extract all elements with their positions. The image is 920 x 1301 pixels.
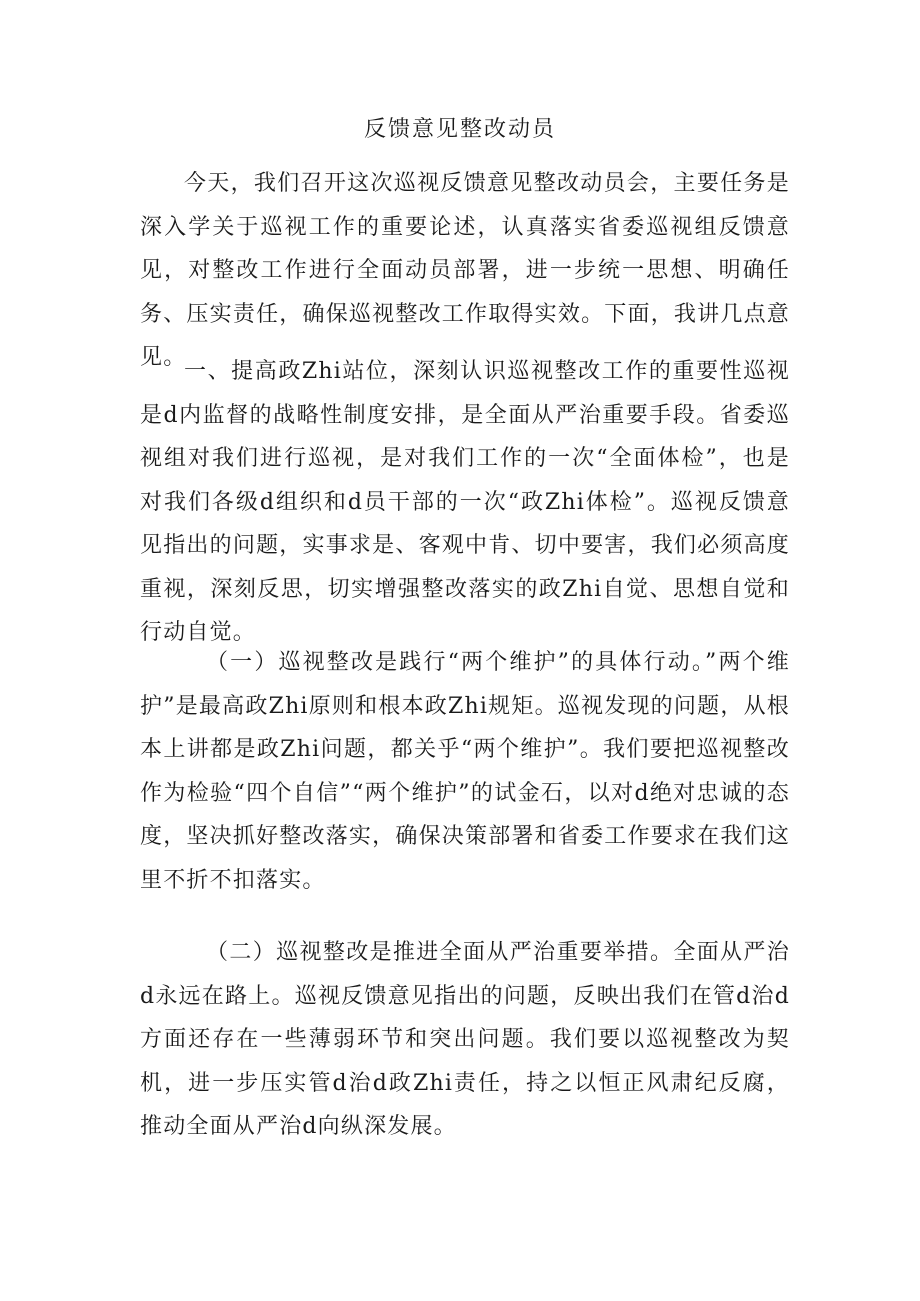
document-title: 反馈意见整改动员 bbox=[363, 117, 556, 142]
paragraph-section-one: 一、提高政Zhi站位，深刻认识巡视整改工作的重要性巡视是d内监督的战略性制度安排，是全面从严治重要手段。省委巡视组对我们进行巡视，是对我们工作的一次“全面体检”，也是对我们各级d组织和d员干部的一次“政Zhi体检”。巡视反馈意见指出的问题，实事求是、客观中肯、切中要害，我们必须高度重视，深刻反思，切实增强整改落实的政Zhi自觉、思想自觉和行动自觉。 bbox=[140, 359, 790, 645]
paragraph-intro: 今天，我们召开这次巡视反馈意见整改动员会，主要任务是深入学关于巡视工作的重要论述，认真落实省委巡视组反馈意见，对整改工作进行全面动员部署，进一步统一思想、明确任务、压实责任，确保巡视整改工作取得实效。下面，我讲几点意见。 bbox=[140, 171, 790, 370]
paragraph-subsection-two: （二）巡视整改是推进全面从严治重要举措。全面从严治d永远在路上。巡视反馈意见指出的问题，反映出我们在管d治d方面还存在一些薄弱环节和突出问题。我们要以巡视整改为契机，进一步压实管d治d政Zhi责任，持之以恒正风肃纪反腐，推动全面从严治d向纵深发展。 bbox=[140, 940, 790, 1139]
paragraph-subsection-one: （一）巡视整改是践行“两个维护”的具体行动。”两个维护”是最高政Zhi原则和根本政Zhi规矩。巡视发现的问题，从根本上讲都是政Zhi问题，都关乎“两个维护”。我们要把巡视整改作为检验“四个自信”“两个维护”的试金石，以对d绝对忠诚的态度，坚决抓好整改落实，确保决策部署和省委工作要求在我们这里不折不扣落实。 bbox=[140, 650, 790, 893]
